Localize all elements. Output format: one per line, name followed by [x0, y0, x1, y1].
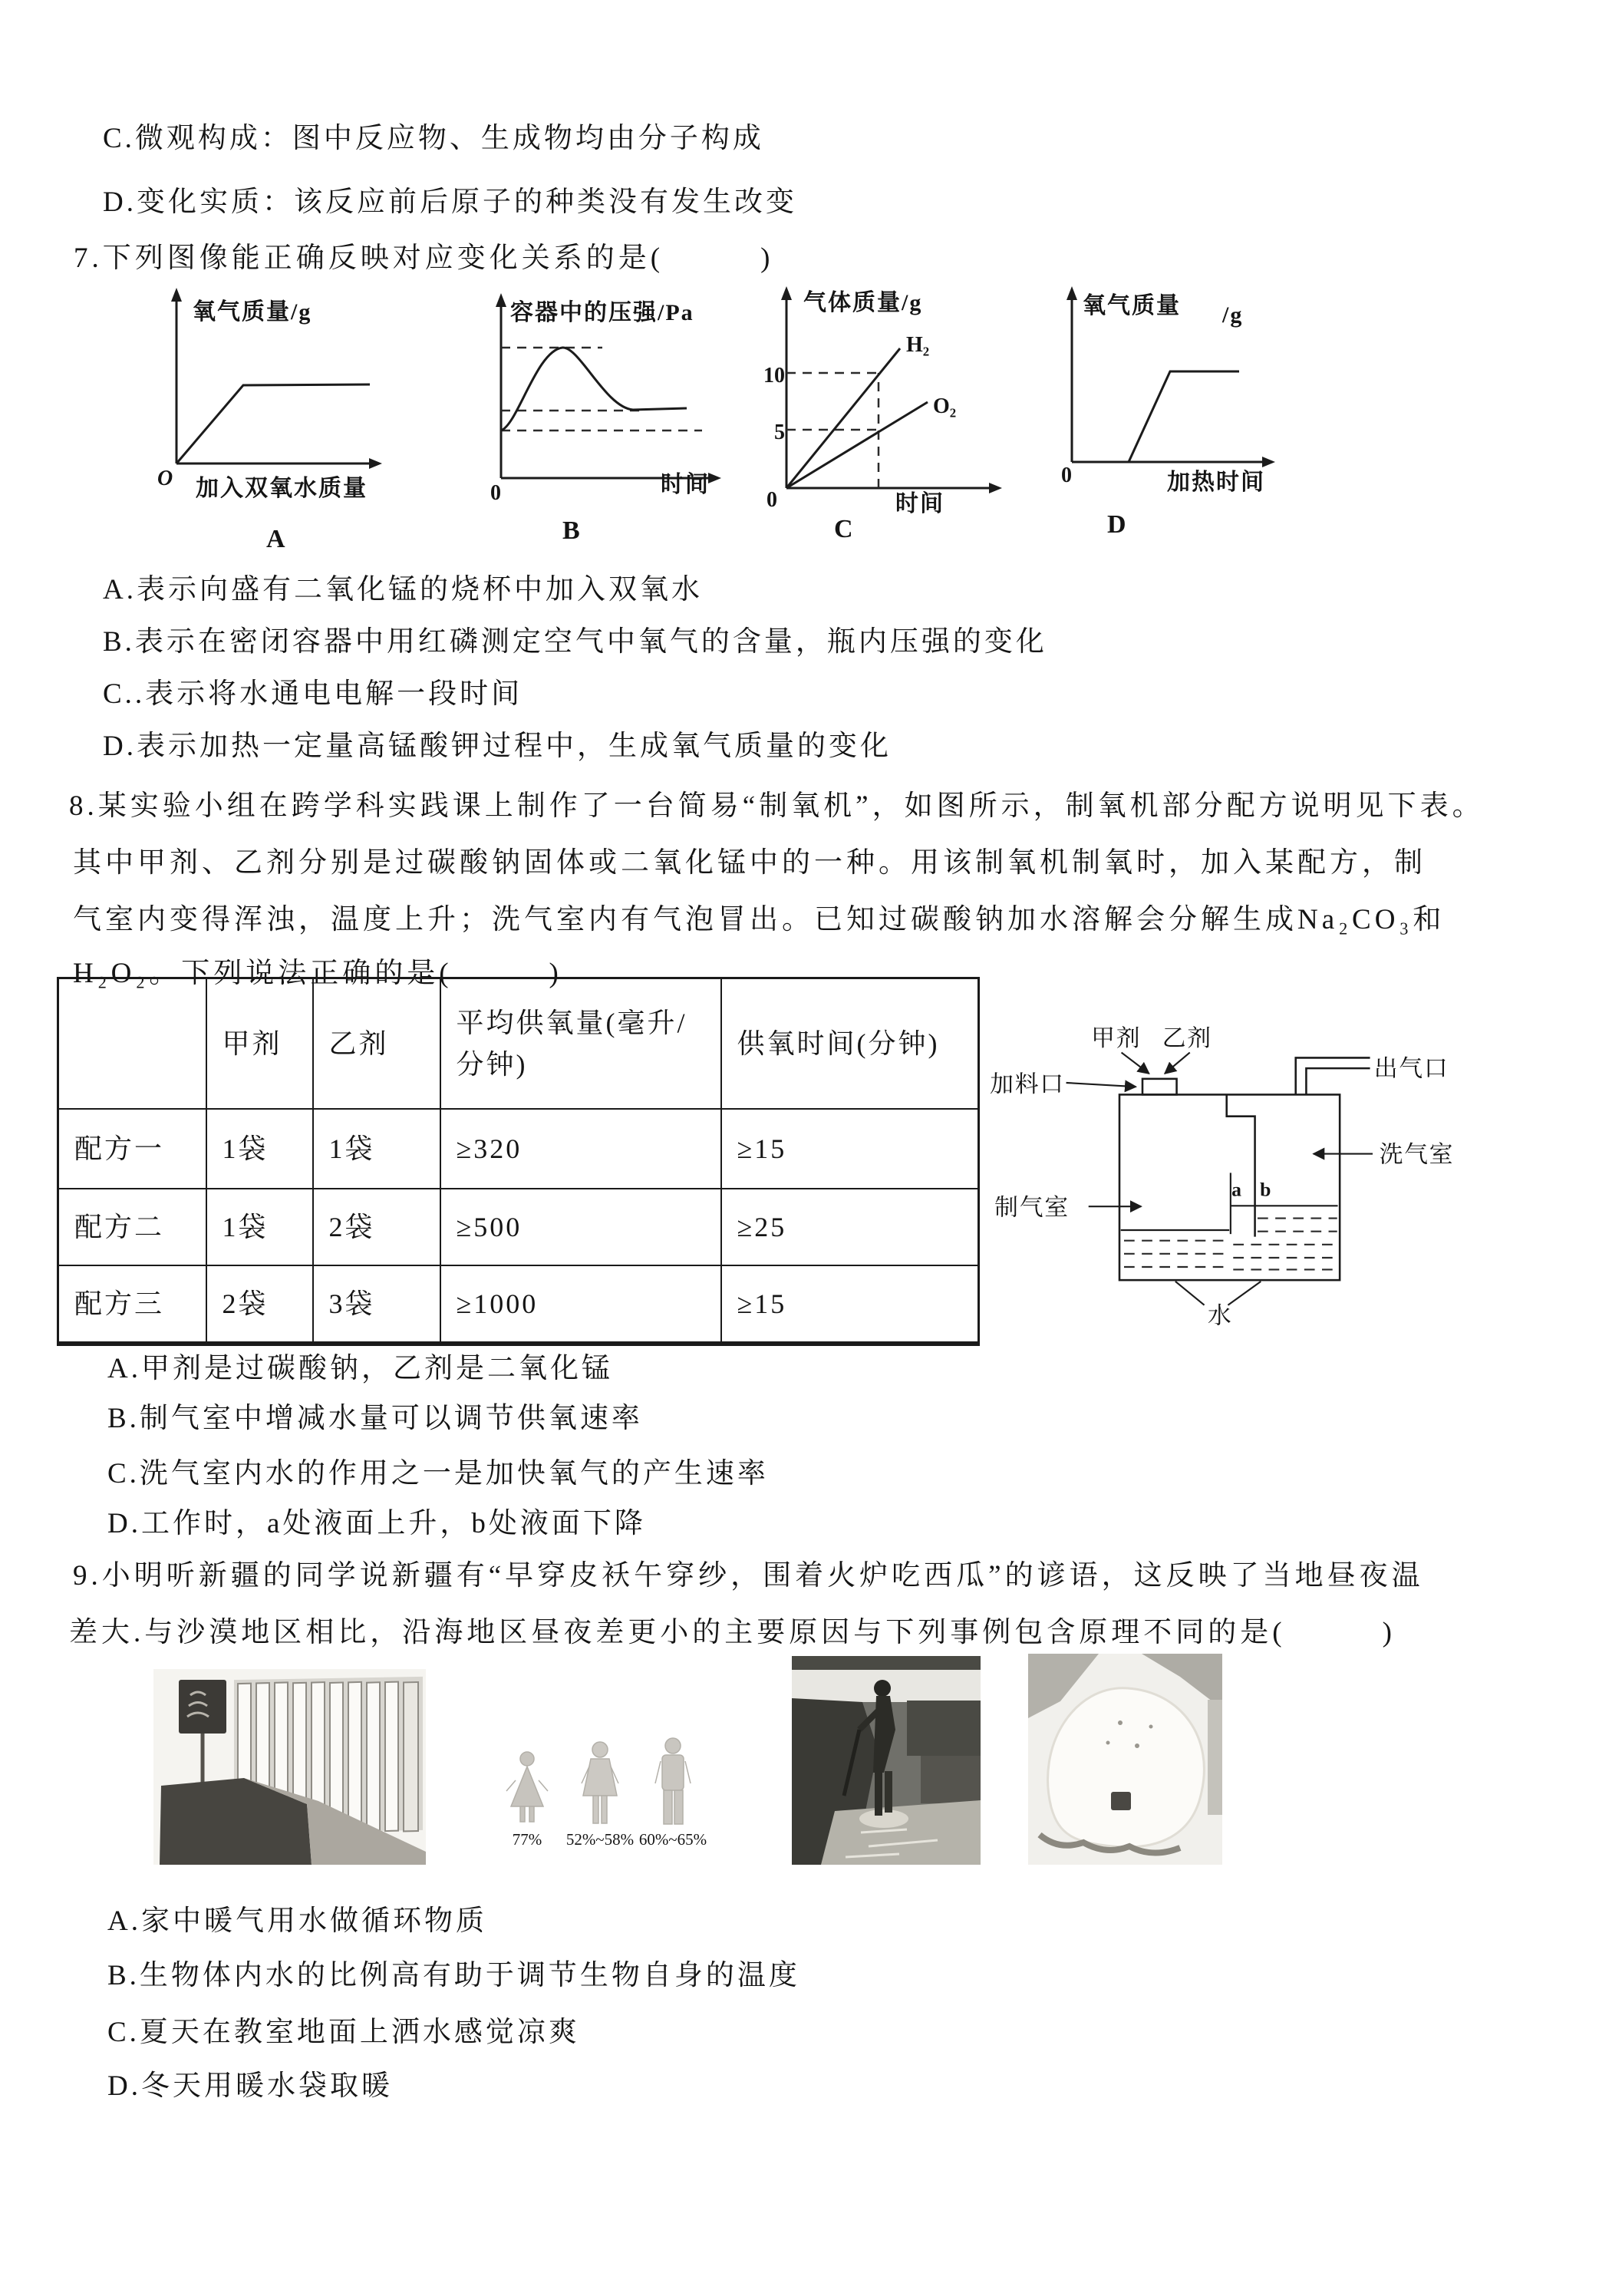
x-axis-arrow-icon: [1262, 457, 1275, 467]
label-b: b: [1260, 1178, 1271, 1201]
graph-b-caption: B: [562, 516, 580, 545]
cell: ≥320: [440, 1109, 721, 1189]
label-jialiaokou: 加料口: [990, 1071, 1065, 1097]
graph-c-tick-10: 10: [763, 364, 785, 388]
x-axis-arrow-icon: [708, 473, 721, 483]
graph-c-origin: 0: [766, 488, 777, 512]
table-row: [58, 1189, 979, 1265]
o2-line: [786, 402, 928, 488]
q7-graph-a: [150, 285, 414, 553]
cell: 配方一: [58, 1109, 206, 1189]
q8-stem-line-1: 8.某实验小组在跨学科实践课上制作了一台简易“制氧机”，如图所示，制氧机部分配方说明见下表。: [69, 790, 1485, 822]
cell: 1袋: [313, 1109, 440, 1189]
y-axis-arrow-icon: [496, 293, 506, 307]
q8-option-a: A.甲剂是过碳酸钠，乙剂是二氧化锰: [107, 1353, 613, 1384]
graph-d-ylabel: 氧气质量: [1083, 293, 1181, 318]
label-yiji: 乙剂: [1162, 1025, 1212, 1051]
q9-photo-radiator: [153, 1669, 426, 1865]
q7-option-c: C..表示将水通电电解一段时间: [103, 678, 523, 710]
q8-option-d: D.工作时，a处液面上升，b处液面下降: [107, 1508, 646, 1539]
q9-photo-sprinkling-water: [792, 1656, 981, 1865]
q9-option-a: A.家中暖气用水做循环物质: [107, 1905, 487, 1937]
graph-a-caption: A: [266, 525, 285, 553]
cell: 2袋: [313, 1189, 440, 1265]
machine-body: [1119, 1094, 1340, 1280]
percent-man: 60%~65%: [638, 1830, 707, 1849]
dark-block-1: [907, 1701, 981, 1756]
q8-stem-line-4: H₂O₂。下列说法正确的是( ): [73, 958, 562, 989]
label-jiaji: 甲剂: [1091, 1025, 1142, 1051]
q7-graph-b: [486, 289, 733, 543]
graph-c-ylabel: 气体质量/g: [803, 290, 923, 315]
h2-line: [786, 348, 900, 488]
graph-b-ylabel: 容器中的压强/Pa: [510, 300, 694, 325]
q7-stem: 7.下列图像能正确反映对应变化关系的是( ): [74, 242, 774, 274]
graph-a-curve: [176, 384, 370, 463]
q9-option-d: D.冬天用暖水袋取暖: [107, 2070, 393, 2102]
q8-option-b: B.制气室中增减水量可以调节供氧速率: [107, 1403, 643, 1434]
q8-stem-line-3: 气室内变得浑浊，温度上升；洗气室内有气泡冒出。已知过碳酸钠加水溶解会分解生成Na₂CO₃和: [73, 904, 1446, 935]
graph-b-origin: 0: [490, 481, 501, 505]
q9-stem-line-2: 差大.与沙漠地区相比，沿海地区昼夜差更小的主要原因与下列事例包含原理不同的是( ): [69, 1617, 1396, 1648]
cell: 2袋: [206, 1265, 313, 1344]
cell: ≥25: [721, 1189, 979, 1265]
label-chuqikou: 出气口: [1373, 1055, 1449, 1082]
q9-photo-plush-warm-bag: [1028, 1654, 1222, 1865]
outlet-pipe-inner: [1306, 1068, 1370, 1094]
jialiaokou-arrow: [1066, 1083, 1136, 1087]
table-row: [58, 1265, 979, 1344]
person-head: [874, 1680, 891, 1697]
graph-d-xlabel: 加热时间: [1167, 470, 1265, 495]
q6-option-c: C.微观构成：图中反应物、生成物均由分子构成: [103, 123, 764, 154]
bag-tag: [1111, 1792, 1131, 1810]
percent-woman: 52%~58%: [565, 1830, 635, 1849]
shui-pointer-left: [1175, 1282, 1205, 1305]
q8-formula-table: [57, 977, 980, 1346]
label-zhiqishi: 制气室: [994, 1194, 1070, 1221]
graph-c-caption: C: [834, 515, 853, 543]
q8-stem-line-2: 其中甲剂、乙剂分别是过碳酸钠固体或二氧化锰中的一种。用该制氧机制氧时，加入某配方，制: [73, 847, 1426, 879]
cell: ≥15: [721, 1265, 979, 1344]
edge-strip: [1208, 1700, 1222, 1815]
q9-option-c: C.夏天在教室地面上洒水感觉凉爽: [107, 2017, 580, 2048]
feed-port-cap: [1142, 1079, 1177, 1095]
header-oxygen-rate: 平均供氧量(毫升/分钟): [440, 978, 721, 1109]
splash-blob: [859, 1809, 908, 1828]
graph-d-caption: D: [1107, 510, 1126, 539]
graph-a-xlabel: 加入双氧水质量: [196, 476, 368, 501]
table-row: [58, 1109, 979, 1189]
cell: ≥15: [721, 1109, 979, 1189]
cell: 3袋: [313, 1265, 440, 1344]
q7-option-b: B.表示在密闭容器中用红磷测定空气中氧气的含量，瓶内压强的变化: [103, 626, 1047, 658]
y-axis-arrow-icon: [1066, 286, 1077, 300]
label-xiqishi: 洗气室: [1379, 1141, 1455, 1168]
o2-label: O₂: [933, 394, 957, 418]
cell: ≥500: [440, 1189, 721, 1265]
person-leg-1: [875, 1771, 882, 1816]
graph-c-tick-5: 5: [774, 421, 785, 444]
table-header-row: [58, 978, 979, 1109]
y-axis-arrow-icon: [781, 286, 792, 300]
q7-graph-c: [763, 285, 1007, 542]
cell: ≥1000: [440, 1265, 721, 1344]
q6-option-d: D.变化实质：该反应前后原子的种类没有发生改变: [103, 186, 797, 218]
dark-block-2: [921, 1756, 981, 1803]
q9-photo-body-water-figures: [485, 1736, 723, 1851]
h2-label: H₂: [906, 333, 930, 357]
y-axis-arrow-icon: [171, 288, 182, 302]
cell: 1袋: [206, 1189, 313, 1265]
cell: 1袋: [206, 1109, 313, 1189]
q7-option-a: A.表示向盛有二氧化锰的烧杯中加入双氧水: [103, 574, 703, 605]
jiaji-arrow: [1122, 1053, 1149, 1074]
q8-oxygen-machine-diagram: [984, 1009, 1485, 1359]
graph-d-curve: [1072, 371, 1239, 462]
percent-child: 77%: [512, 1830, 542, 1849]
plush-blob: [1048, 1688, 1205, 1847]
graph-c-xlabel: 时间: [895, 491, 945, 516]
label-shui: 水: [1207, 1302, 1233, 1329]
graph-b-xlabel: 时间: [661, 472, 710, 497]
graph-d-ylabel-unit: /g: [1222, 302, 1244, 328]
graph-d-origin: 0: [1061, 463, 1072, 487]
q7-graph-d: [1061, 285, 1285, 537]
top-band: [792, 1656, 981, 1670]
x-axis-arrow-icon: [989, 483, 1002, 493]
person-leg-2: [885, 1771, 892, 1813]
thermostat-box: [179, 1680, 226, 1734]
graph-a-ylabel: 氧气质量/g: [193, 299, 312, 325]
shui-pointer-right: [1228, 1282, 1261, 1305]
graph-a-origin: O: [157, 467, 173, 490]
header-jiaji: 甲剂: [206, 978, 313, 1109]
q9-stem-line-1: 9.小明听新疆的同学说新疆有“早穿皮袄午穿纱，围着火炉吃西瓜”的谚语，这反映了当地昼夜温: [73, 1560, 1424, 1592]
yiji-arrow: [1165, 1053, 1190, 1074]
q7-option-d: D.表示加热一定量高锰酸钾过程中，生成氧气质量的变化: [103, 731, 892, 762]
cell: 配方二: [58, 1189, 206, 1265]
header-yiji: 乙剂: [313, 978, 440, 1109]
header-oxygen-time: 供氧时间(分钟): [721, 978, 979, 1109]
q8-option-c: C.洗气室内水的作用之一是加快氧气的产生速率: [107, 1458, 769, 1489]
q9-option-b: B.生物体内水的比例高有助于调节生物自身的温度: [107, 1960, 800, 1991]
label-a: a: [1231, 1178, 1242, 1201]
cell: 配方三: [58, 1265, 206, 1344]
header-blank: [58, 978, 206, 1109]
x-axis-arrow-icon: [369, 458, 382, 469]
graph-b-curve: [501, 348, 687, 430]
